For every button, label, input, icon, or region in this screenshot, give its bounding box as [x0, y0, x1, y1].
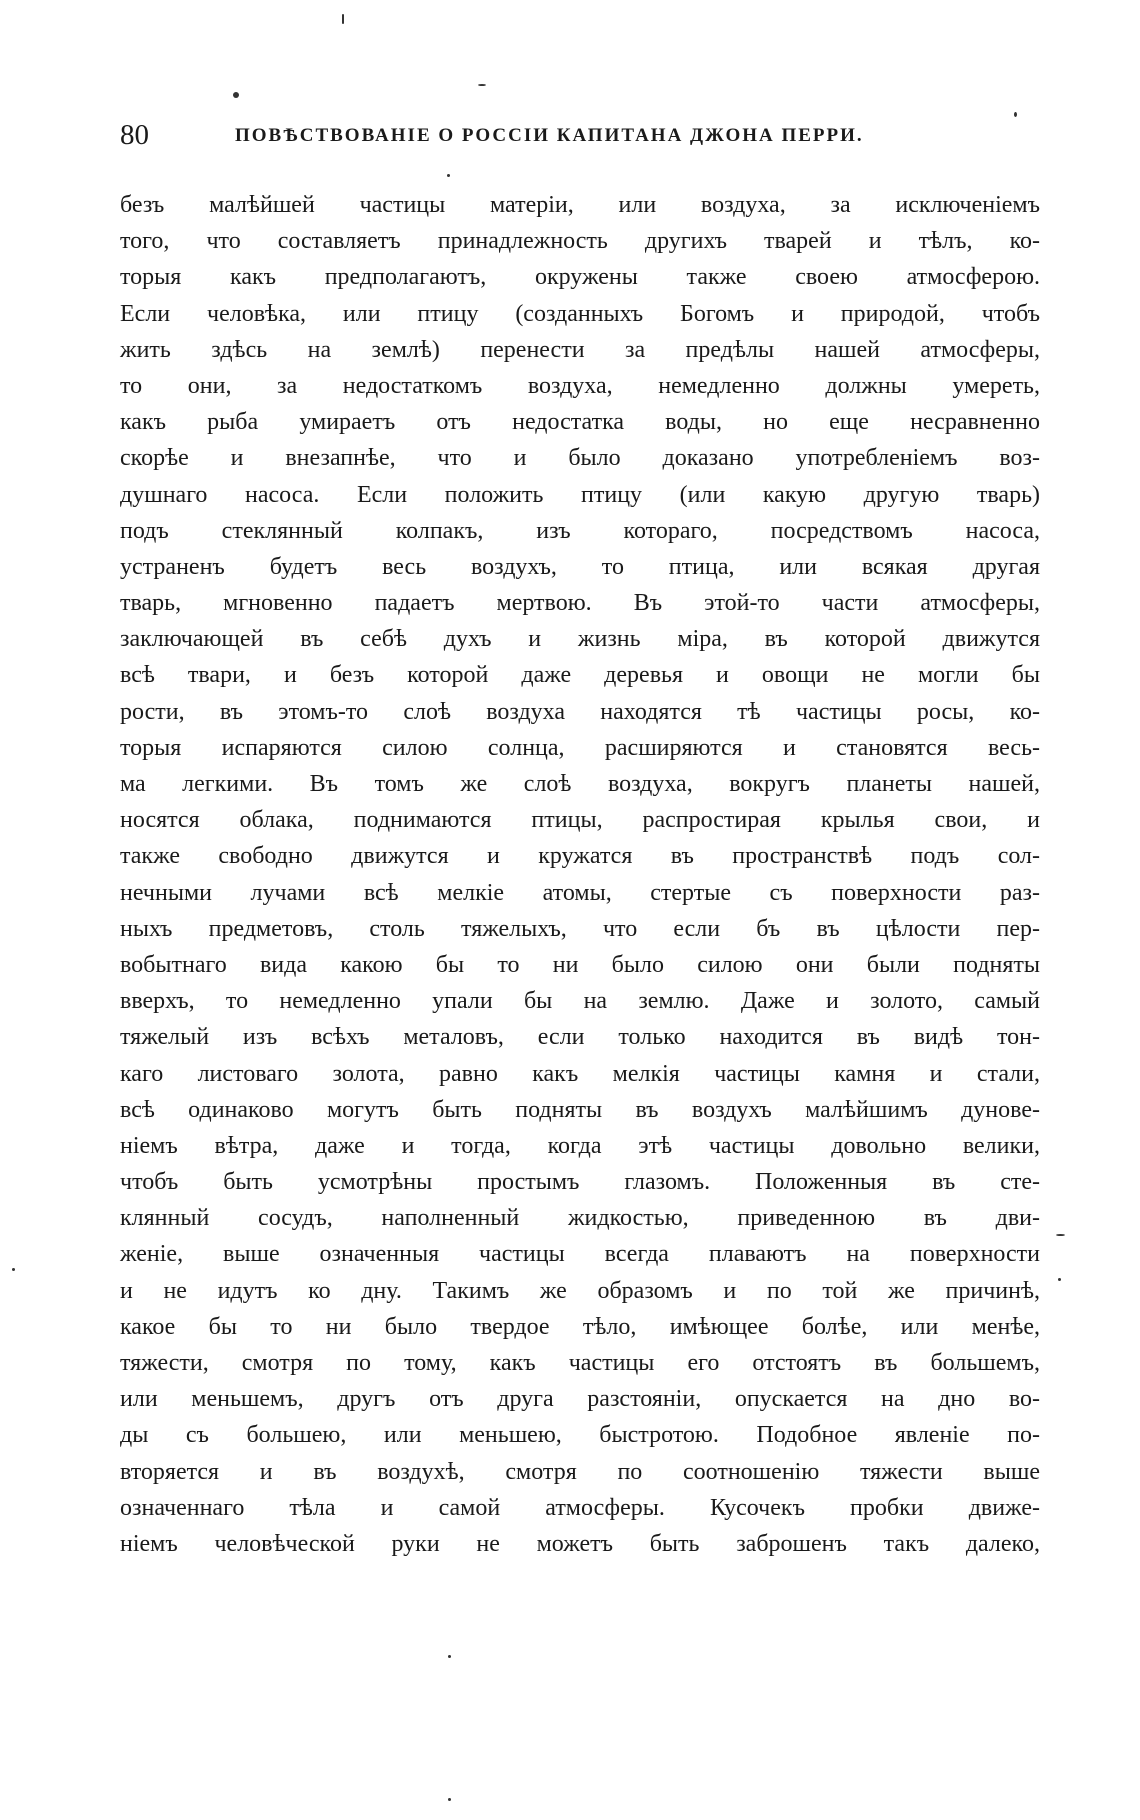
print-speck: [447, 174, 450, 177]
text-line: Если человѣка, или птицу (созданныхъ Богомъ и природой, чтобъ: [120, 300, 1040, 327]
text-line: душнаго насоса. Если положить птицу (или какую другую тварь): [120, 481, 1040, 508]
text-line: означеннаго тѣла и самой атмосферы. Кусочекъ пробки движе-: [120, 1494, 1040, 1521]
print-speck: [478, 84, 486, 86]
text-line: вобытнаго вида какою бы то ни было силою они были подняты: [120, 951, 1040, 978]
text-line: устраненъ будетъ весь воздухъ, то птица, или всякая другая: [120, 553, 1040, 580]
text-line: и не идутъ ко дну. Такимъ же образомъ и по той же причинѣ,: [120, 1277, 1040, 1304]
text-line: тварь, мгновенно падаетъ мертвою. Въ этой-то части атмосферы,: [120, 590, 1040, 617]
text-line: вверхъ, то немедленно упали бы на землю. Даже и золото, самый: [120, 988, 1040, 1015]
print-speck: [233, 92, 239, 98]
text-line: клянный сосудъ, наполненный жидкостью, приведенною въ дви-: [120, 1205, 1040, 1232]
page-number: 80: [120, 119, 149, 151]
text-line: какое бы то ни было твердое тѣло, имѣющее болѣе, или менѣе,: [120, 1313, 1040, 1340]
text-line: также свободно движутся и кружатся въ пространствѣ подъ сол-: [120, 843, 1040, 870]
text-line: скорѣе и внезапнѣе, что и было доказано употребленіемъ воз-: [120, 445, 1040, 472]
print-speck: [1058, 1278, 1061, 1281]
text-line: подъ стеклянный колпакъ, изъ котораго, посредствомъ насоса,: [120, 517, 1040, 544]
text-line: носятся облака, поднимаются птицы, распростирая крылья свои, и: [120, 807, 1040, 834]
print-speck: [448, 1655, 451, 1658]
text-line: вторяется и въ воздухѣ, смотря по соотношенію тяжести выше: [120, 1458, 1040, 1485]
page-header: [120, 115, 1040, 155]
text-line: ніемъ человѣческой руки не можетъ быть заброшенъ такъ далеко,: [120, 1530, 1040, 1557]
text-line: всѣ одинаково могутъ быть подняты въ воздухъ малѣйшимъ дунове-: [120, 1096, 1040, 1123]
text-line: ды съ большею, или меньшею, быстротою. Подобное явленіе по-: [120, 1422, 1040, 1449]
text-line: рости, въ этомъ-то слоѣ воздуха находятся тѣ частицы росы, ко-: [120, 698, 1040, 725]
text-line: торыя испаряются силою солнца, расширяются и становятся весь-: [120, 734, 1040, 761]
body-text: [120, 187, 1040, 1562]
text-line: женіе, выше означенныя частицы всегда плаваютъ на поверхности: [120, 1241, 1040, 1268]
print-speck: [342, 14, 344, 24]
text-line: ніемъ вѣтра, даже и тогда, когда этѣ частицы довольно велики,: [120, 1132, 1040, 1159]
text-line: тяжелый изъ всѣхъ металовъ, если только находится въ видѣ тон-: [120, 1024, 1040, 1051]
text-line: или меньшемъ, другъ отъ друга разстояніи, опускается на дно во-: [120, 1386, 1040, 1413]
text-line: каго листоваго золота, равно какъ мелкія частицы камня и стали,: [120, 1060, 1040, 1087]
text-line: всѣ твари, и безъ которой даже деревья и овощи не могли бы: [120, 662, 1040, 689]
text-line: безъ малѣйшей частицы матеріи, или воздуха, за исключеніемъ: [120, 192, 1040, 218]
text-line: тяжести, смотря по тому, какъ частицы его отстоятъ въ большемъ,: [120, 1350, 1040, 1376]
text-line: какъ рыба умираетъ отъ недостатка воды, но еще несравненно: [120, 409, 1040, 436]
text-line: ма легкими. Въ томъ же слоѣ воздуха, вокругъ планеты нашей,: [120, 771, 1040, 797]
text-line: то они, за недостаткомъ воздуха, немедленно должны умереть,: [120, 372, 1040, 399]
print-speck: [1056, 1234, 1065, 1236]
text-line: торыя какъ предполагаютъ, окружены также своею атмосферою.: [120, 264, 1040, 291]
text-line: нечными лучами всѣ мелкіе атомы, стертые съ поверхности раз-: [120, 879, 1040, 906]
print-speck: [448, 1798, 451, 1801]
text-line: чтобъ быть усмотрѣны простымъ глазомъ. Положенныя въ сте-: [120, 1169, 1040, 1196]
text-line: заключающей въ себѣ духъ и жизнь міра, въ которой движутся: [120, 626, 1040, 653]
text-line: ныхъ предметовъ, столь тяжелыхъ, что если бъ въ цѣлости пер-: [120, 915, 1040, 942]
print-speck: [12, 1268, 15, 1271]
running-title: ПОВѢСТВОВАНІЕ О РОССІИ КАПИТАНА ДЖОНА ПЕРРИ.: [235, 125, 864, 146]
text-line: жить здѣсь на землѣ) перенести за предѣлы нашей атмосферы,: [120, 336, 1040, 363]
text-line: того, что составляетъ принадлежность другихъ тварей и тѣлъ, ко-: [120, 228, 1040, 255]
